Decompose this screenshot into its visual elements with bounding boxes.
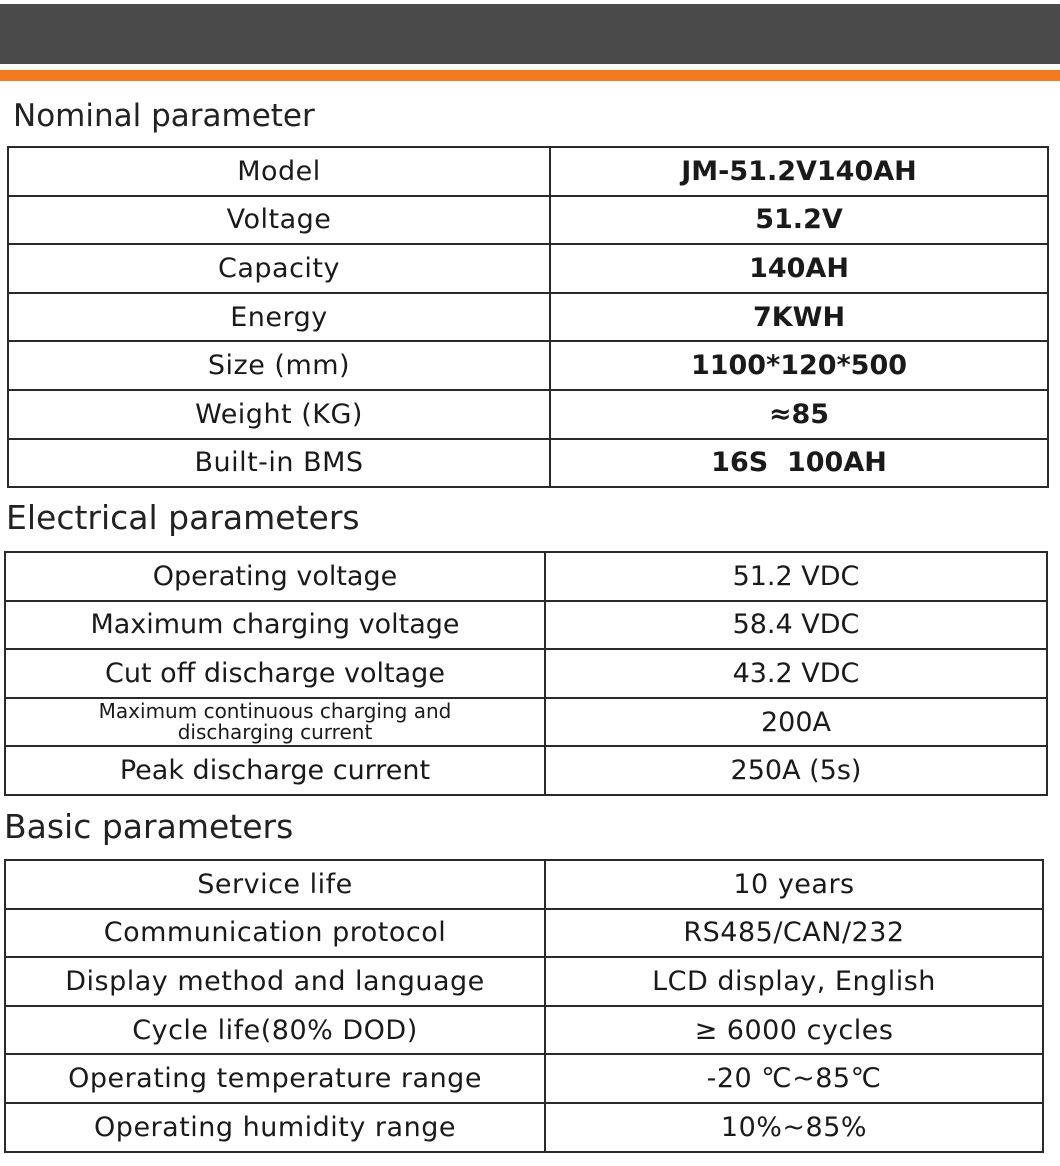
header-bar [0,4,1060,64]
spec-label-continuous-current: Maximum continuous charging and discharging current [5,698,545,747]
spec-value-max-charging-voltage: 58.4 VDC [545,601,1047,650]
table-row [5,1103,1043,1152]
spec-label-cutoff-voltage: Cut off discharge voltage [5,649,545,698]
spec-value-continuous-current: 200A [545,698,1047,747]
spec-label-voltage: Voltage [8,196,550,245]
spec-label-bms: Built-in BMS [8,439,550,488]
spec-value-service-life: 10 years [545,860,1043,909]
table-row [8,439,1048,488]
spec-value-bms: 16S 100AH [550,439,1048,488]
spec-label-humidity: Operating humidity range [5,1103,545,1152]
spec-value-peak-current: 250A (5s) [545,746,1047,795]
table-row [5,746,1047,795]
basic-parameter-table [4,859,1044,1153]
table-row [8,293,1048,342]
spec-label-operating-voltage: Operating voltage [5,552,545,601]
spec-value-energy: 7KWH [550,293,1048,342]
spec-value-voltage: 51.2V [550,196,1048,245]
spec-label-capacity: Capacity [8,244,550,293]
spec-label-size: Size (mm) [8,341,550,390]
section-title-electrical: Electrical parameters [6,498,360,537]
spec-label-peak-current: Peak discharge current [5,746,545,795]
table-row [5,909,1043,958]
table-row [5,601,1047,650]
spec-value-cycle-life: ≥ 6000 cycles [545,1006,1043,1055]
table-row [8,147,1048,196]
table-row [5,698,1047,747]
spec-value-size: 1100*120*500 [550,341,1048,390]
spec-label-protocol: Communication protocol [5,909,545,958]
table-row [8,244,1048,293]
table-row [5,649,1047,698]
table-row [8,390,1048,439]
table-row [5,957,1043,1006]
table-row [8,196,1048,245]
spec-value-protocol: RS485/CAN/232 [545,909,1043,958]
table-row [8,341,1048,390]
section-title-basic: Basic parameters [4,807,294,846]
spec-label-cycle-life: Cycle life(80% DOD) [5,1006,545,1055]
spec-label-weight: Weight (KG) [8,390,550,439]
spec-value-capacity: 140AH [550,244,1048,293]
table-row [5,552,1047,601]
spec-value-operating-voltage: 51.2 VDC [545,552,1047,601]
spec-label-energy: Energy [8,293,550,342]
spec-value-display: LCD display, English [545,957,1043,1006]
electrical-parameter-table [4,551,1048,796]
table-row [5,1006,1043,1055]
spec-value-weight: ≈85 [550,390,1048,439]
table-row [5,1054,1043,1103]
table-row [5,860,1043,909]
spec-value-humidity: 10%~85% [545,1103,1043,1152]
spec-value-model: JM-51.2V140AH [550,147,1048,196]
nominal-parameter-table [7,146,1049,488]
spec-label-service-life: Service life [5,860,545,909]
accent-stripe [0,70,1060,81]
spec-label-model: Model [8,147,550,196]
spec-value-temperature: -20 ℃~85℃ [545,1054,1043,1103]
section-title-nominal: Nominal parameter [13,98,315,134]
spec-label-temperature: Operating temperature range [5,1054,545,1103]
spec-value-cutoff-voltage: 43.2 VDC [545,649,1047,698]
spec-label-max-charging-voltage: Maximum charging voltage [5,601,545,650]
spec-label-display: Display method and language [5,957,545,1006]
